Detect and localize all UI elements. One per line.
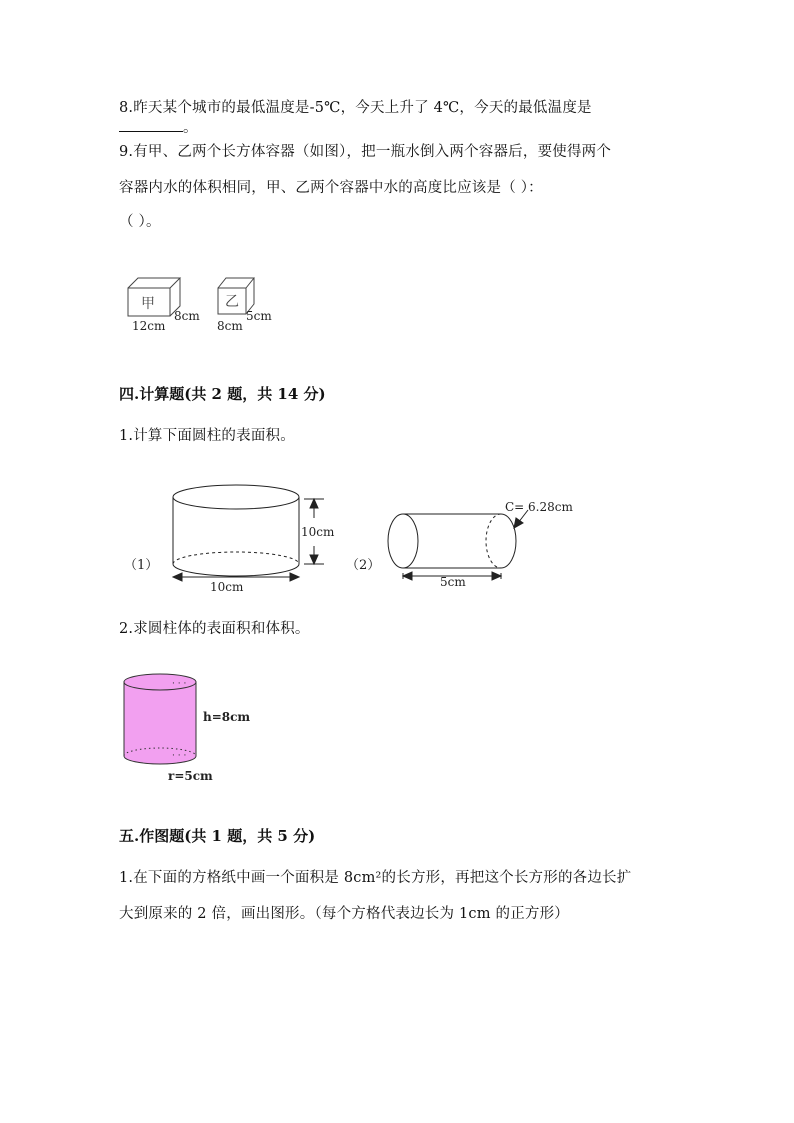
s4-q2-text: 2.求圆柱体的表面积和体积。: [119, 621, 310, 637]
box-jia-length: 12cm: [132, 319, 166, 333]
fig2-length: 5cm: [440, 575, 466, 589]
s5-q1-line1: 1.在下面的方格纸中画一个面积是 8cm²的长方形，再把这个长方形的各边长扩: [119, 870, 632, 886]
s4-q1-figures: [118, 478, 588, 598]
q8-line2-end: 。: [183, 120, 198, 136]
q8-line2: [119, 116, 198, 137]
s5-q1-line2: 大到原来的 2 倍，画出图形。（每个方格代表边长为 1cm 的正方形）: [119, 906, 570, 922]
q8-line1: 8.昨天某个城市的最低温度是-5℃，今天上升了 4℃，今天的最低温度是: [119, 100, 592, 116]
s4-q2-figure: [118, 668, 258, 786]
q9-boxes-figure: [120, 270, 290, 345]
box-yi-length: 8cm: [217, 319, 243, 333]
box-yi-height: 5cm: [246, 309, 272, 323]
box-jia-label: 甲: [141, 296, 155, 312]
fig1-height: 10cm: [301, 525, 335, 539]
s4-q1-text: 1.计算下面圆柱的表面积。: [119, 428, 295, 444]
box-jia-height: 8cm: [174, 309, 200, 323]
height-label: h=8cm: [203, 710, 251, 724]
q9-line1: 9.有甲、乙两个长方体容器（如图），把一瓶水倒入两个容器后，要使得两个: [119, 144, 612, 160]
q8-answer-blank[interactable]: [119, 119, 183, 132]
q9-line3: （ ）。: [119, 214, 161, 230]
box-yi-label: 乙: [225, 294, 239, 310]
radius-label: r=5cm: [168, 769, 213, 783]
cylinder-2: [388, 510, 528, 580]
fig2-label: （2）: [346, 558, 381, 573]
section5-title: 五.作图题(共 1 题，共 5 分): [119, 827, 316, 845]
section4-title: 四.计算题(共 2 题，共 14 分): [119, 385, 326, 403]
svg-text:· · ·: · · ·: [172, 751, 187, 761]
fig1-label: （1）: [124, 558, 159, 573]
svg-text:· · ·: · · ·: [172, 679, 187, 689]
fig1-diameter: 10cm: [210, 580, 244, 594]
q9-line2: 容器内水的体积相同，甲、乙两个容器中水的高度比应该是（ ）：: [119, 180, 543, 196]
fig2-circumference: C= 6.28cm: [505, 500, 573, 514]
